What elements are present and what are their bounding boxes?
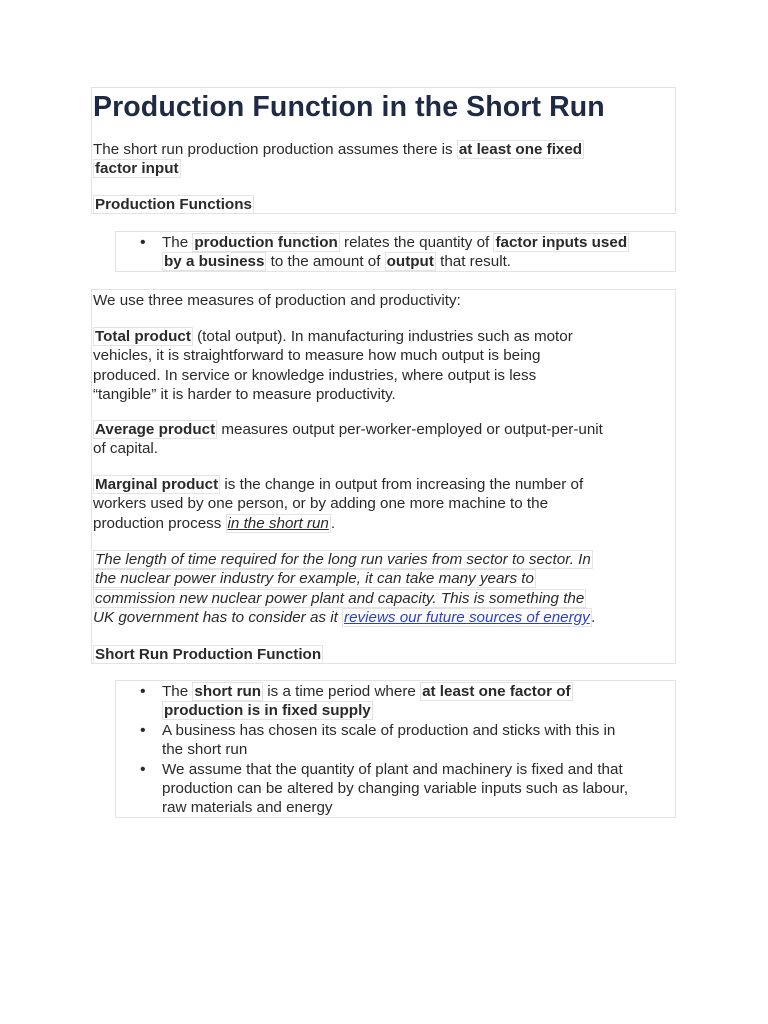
bullet-text: production can be altered by changing variable inputs such as labour, [162, 780, 629, 798]
average-product-term: Average product [95, 421, 216, 438]
note-text: . [591, 608, 596, 626]
paragraph-text: “tangible” it is harder to measure productivity. [93, 385, 396, 403]
paragraph-text: workers used by one person, or by adding one more machine to the [93, 495, 549, 513]
bullet-bold: short run [194, 683, 262, 700]
bullet-bold: at least one factor of [422, 683, 571, 700]
note-text: commission new nuclear power plant and capacity. This is something the [95, 589, 585, 607]
bullet-text: The [162, 234, 193, 251]
section-heading-text: Production Functions [95, 196, 252, 213]
bullets-block-2 [115, 680, 676, 818]
section-heading-short-run [93, 645, 323, 664]
paragraph-text: of capital. [93, 440, 159, 458]
bullet-text: to the amount of [266, 253, 385, 271]
total-product-paragraph [93, 327, 573, 404]
list-item [162, 721, 628, 760]
short-run-link[interactable]: in the short run [227, 514, 329, 532]
note-text: UK government has to consider as it [93, 608, 343, 626]
bullet-text: raw materials and energy [162, 799, 333, 817]
bullet-text: is a time period where [263, 683, 421, 700]
header-block [91, 87, 676, 214]
paragraph-text: vehicles, it is straightforward to measure how much output is being [93, 347, 541, 365]
bullet-text: that result. [435, 253, 512, 271]
bullet-text: A business has chosen its scale of production and sticks with this in [162, 721, 616, 739]
list-item [162, 682, 628, 721]
section-heading-production-functions [93, 195, 254, 214]
intro-paragraph [93, 140, 584, 179]
bullet-text: the short run [162, 741, 248, 759]
paragraph-text: produced. In service or knowledge industries, where output is less [93, 366, 537, 384]
bullet-list-2 [140, 682, 628, 818]
list-item [162, 233, 629, 272]
bullet-bold: production function [194, 234, 338, 251]
bullet-text: relates the quantity of [339, 234, 494, 251]
note-text: the nuclear power industry for example, it can take many years to [95, 570, 534, 588]
bullet-bold: production is in fixed supply [164, 702, 371, 720]
bullet-bold: factor inputs used [495, 234, 628, 251]
bullet-list-1 [140, 233, 629, 272]
long-run-note [93, 550, 596, 627]
bullet-bold: by a business [164, 253, 265, 271]
bullet-bold: output [386, 253, 434, 271]
paragraph-text: production process [93, 514, 226, 532]
paragraph-text: . [330, 514, 336, 532]
paragraph-text: (total output). In manufacturing industries such as motor [192, 328, 573, 345]
marginal-product-term: Marginal product [95, 476, 219, 493]
future-energy-link[interactable]: reviews our future sources of energy [344, 608, 590, 626]
bullet-text: We assume that the quantity of plant and machinery is fixed and that [162, 760, 623, 778]
measures-intro: We use three measures of production and productivity: [93, 292, 461, 309]
page-title: Production Function in the Short Run [93, 91, 605, 123]
average-product-paragraph [93, 420, 603, 459]
intro-bold-1: at least one fixed [458, 141, 583, 158]
paragraph-text: measures output per-worker-employed or output-per-unit [217, 421, 603, 438]
bullet-text: The [162, 683, 193, 700]
paragraph-text: is the change in output from increasing the number of [220, 476, 584, 493]
total-product-term: Total product [95, 328, 191, 345]
intro-bold-2: factor input [95, 160, 179, 178]
intro-text: The short run production production assumes there is [93, 141, 457, 158]
list-item [162, 760, 628, 818]
marginal-product-paragraph [93, 475, 583, 533]
note-text: The length of time required for the long run varies from sector to sector. In [95, 551, 591, 568]
measures-block [91, 289, 676, 664]
bullets-block-1 [115, 231, 676, 272]
section-heading-text: Short Run Production Function [95, 646, 322, 663]
